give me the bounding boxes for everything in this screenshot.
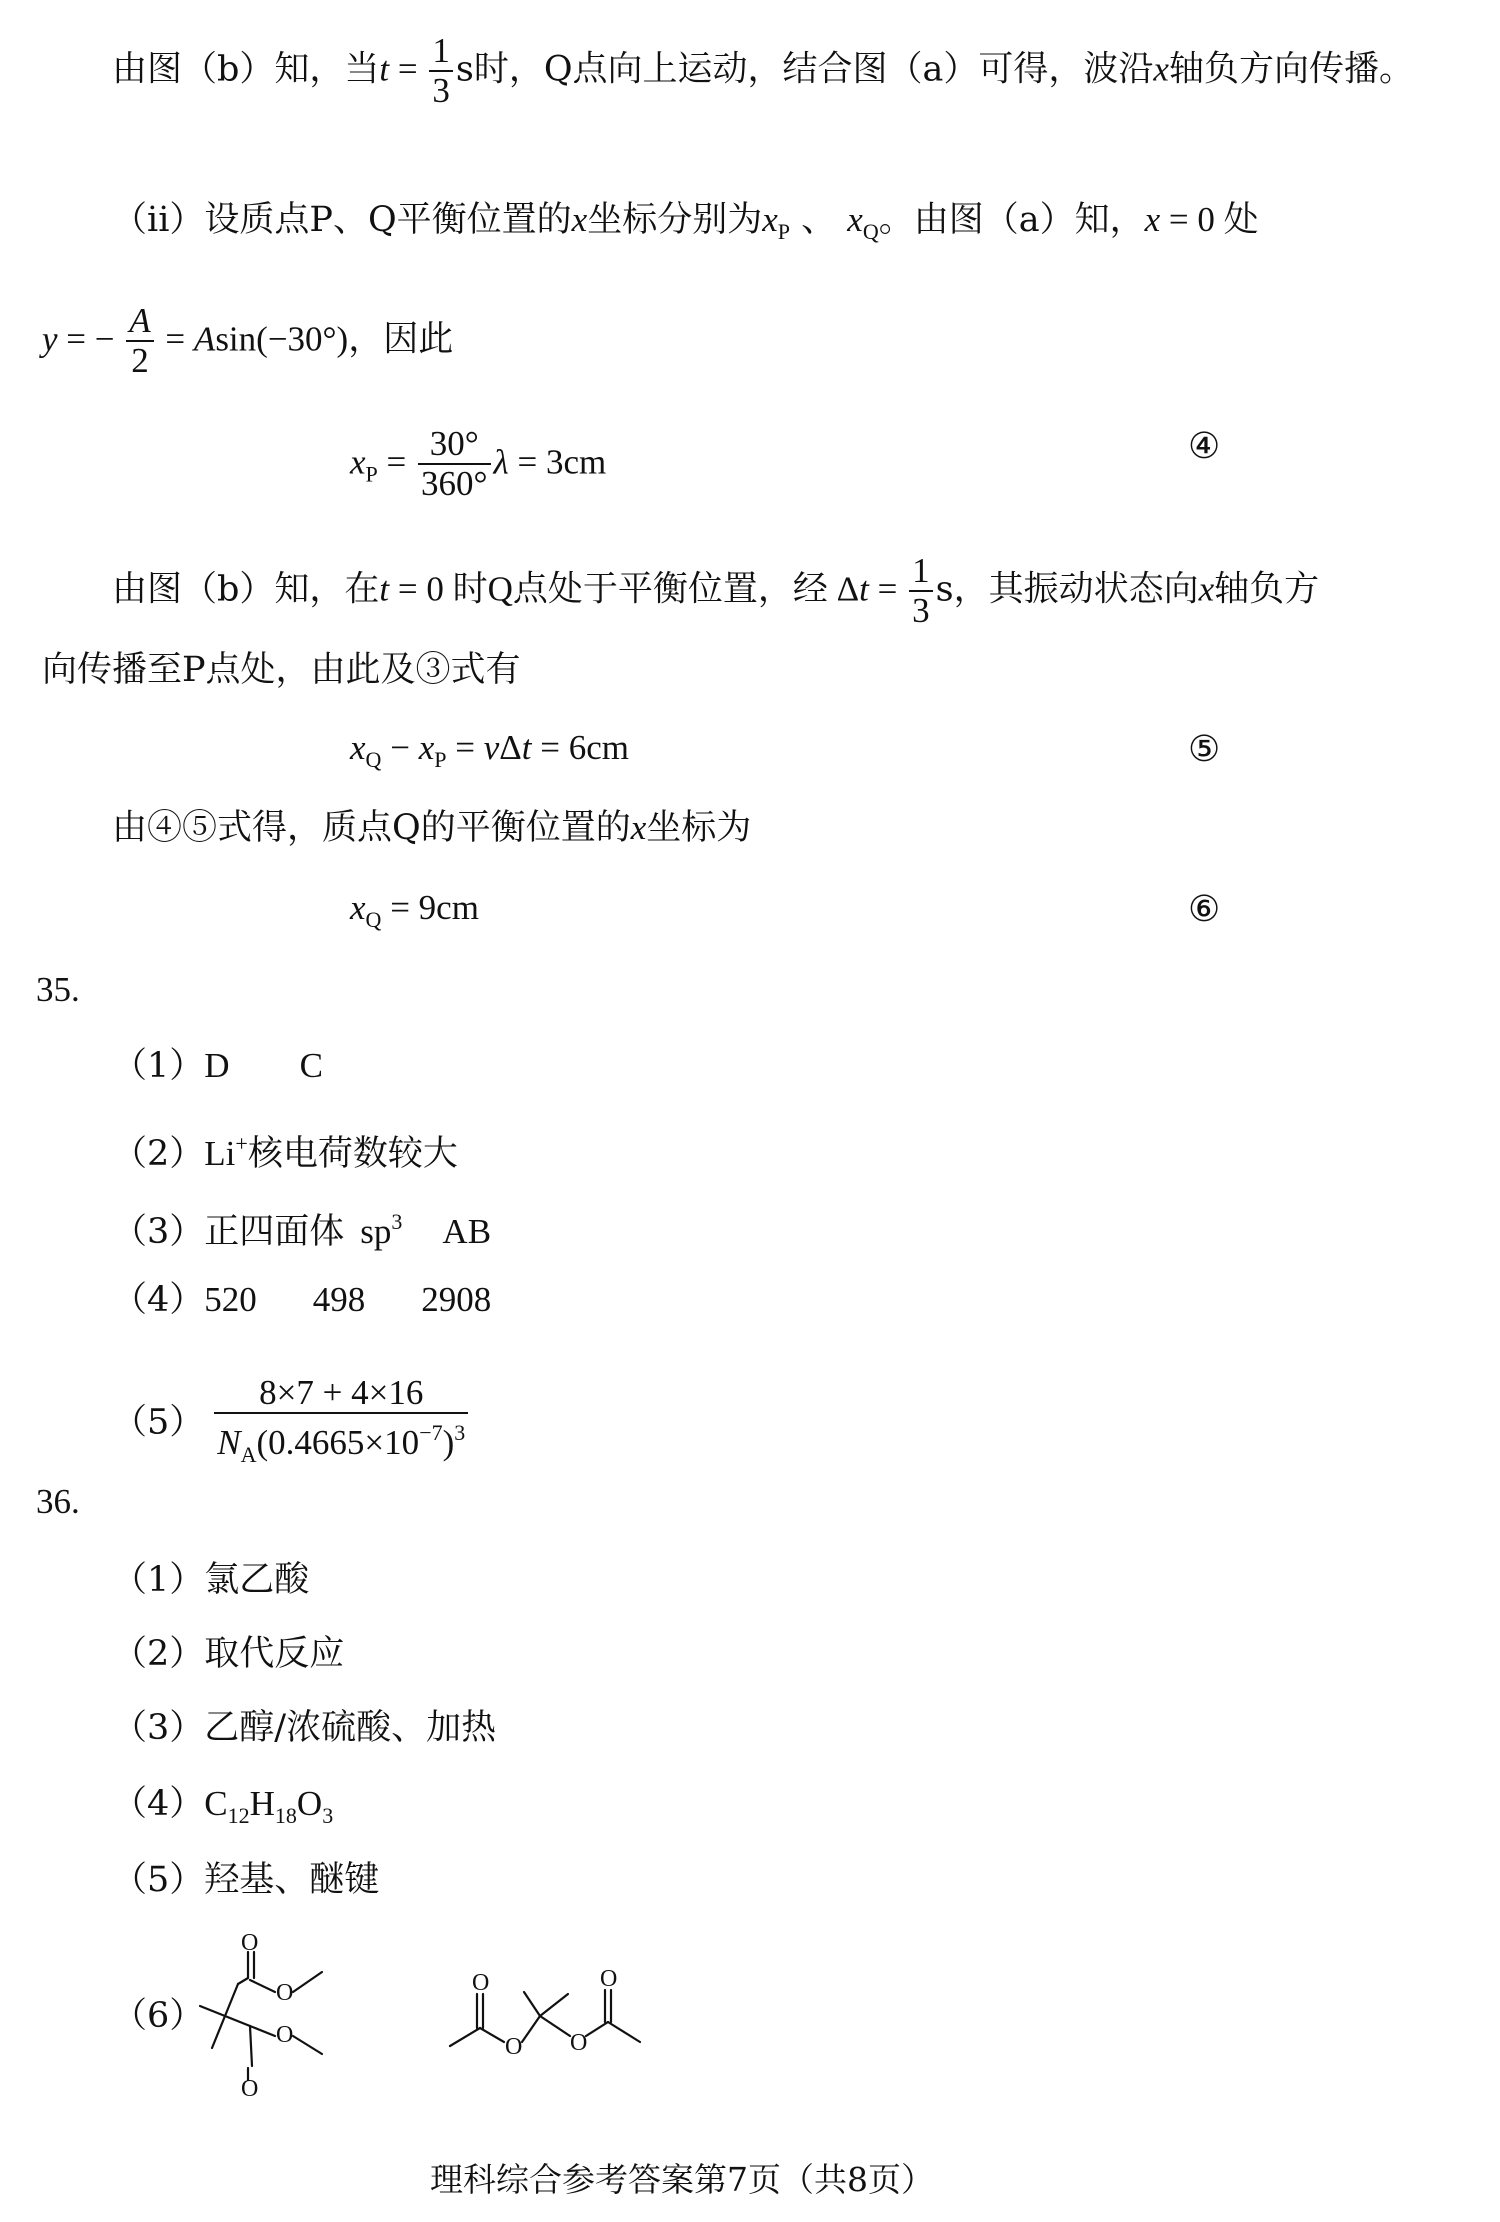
bond bbox=[524, 1992, 540, 2016]
equation-6: $x_Q = 9cm$ bbox=[350, 888, 479, 932]
bond bbox=[200, 2006, 225, 2016]
bond bbox=[293, 1972, 322, 1992]
q36-answer-2: （2）取代反应 bbox=[112, 1634, 345, 1674]
fraction-a-half: $\frac{A}{2}$ bbox=[126, 302, 153, 380]
bond bbox=[212, 2016, 225, 2048]
text: s时，Q点向上运动，结合图（a）可得，波沿 bbox=[455, 49, 1154, 90]
var-x: x bbox=[1153, 49, 1169, 89]
bond bbox=[450, 2028, 480, 2046]
q36-answer-4: $(4)C_{12}H_{18}O_3$ bbox=[112, 1784, 334, 1828]
q36-answer-6-label: （6） bbox=[112, 1996, 205, 2036]
q35-answer-3: （3）正四面体 $sp^3$ AB bbox=[112, 1209, 492, 1252]
bond bbox=[225, 2016, 250, 2026]
bond bbox=[250, 2026, 252, 2066]
delta-t-line: 由图（b）知，在t = 0 时Q点处于平衡位置，经 Δt = $\frac{1}{3}$ s，其振动状态向x轴负方 bbox=[112, 551, 1320, 630]
atom-o: O bbox=[241, 2076, 259, 2098]
question-number-36: 36. bbox=[36, 1482, 80, 1521]
q36-answer-1: （1）氯乙酸 bbox=[112, 1560, 310, 1600]
structure-1 bbox=[190, 1928, 360, 2098]
text: 由图（b）知，当 bbox=[112, 49, 380, 90]
bond bbox=[540, 2016, 570, 2036]
equation-tag-5: ⑤ bbox=[1188, 729, 1221, 770]
conclusion-line: 由④⑤式得，质点Q的平衡位置的x坐标为 bbox=[112, 808, 752, 848]
equation-tag-6: ⑥ bbox=[1188, 889, 1221, 930]
equals: = bbox=[389, 49, 427, 89]
equation-5: $x_Q - x_P = v\Delta t = 6cm$ bbox=[350, 728, 630, 772]
q35-answer-2: （2）Li+核电荷数较大 bbox=[112, 1131, 458, 1174]
bond bbox=[250, 1980, 275, 1992]
fraction-30-360: $\frac{30^\circ}{360^\circ}$ bbox=[418, 425, 491, 503]
bond bbox=[293, 2036, 322, 2054]
bond bbox=[250, 2026, 275, 2036]
q36-answer-5: （5）羟基、醚键 bbox=[112, 1860, 380, 1900]
bond bbox=[540, 1994, 568, 2016]
atom-o: O bbox=[570, 2030, 588, 2056]
q35-answer-4: （4）520 498 2908 bbox=[112, 1280, 492, 1320]
atom-o: O bbox=[276, 2022, 294, 2048]
var-t: t bbox=[379, 49, 390, 89]
text: 轴负方向传播。 bbox=[1168, 49, 1414, 90]
equation-tag-4: ④ bbox=[1188, 426, 1221, 467]
atom-o: O bbox=[505, 2034, 523, 2060]
density-fraction: $\frac{8\times 7 + 4\times 16}{N_A(0.4665\times 10^{-7})^3}$ bbox=[214, 1374, 468, 1474]
bond bbox=[225, 1984, 238, 2016]
structure-2 bbox=[440, 1946, 680, 2076]
page-footer: 理科综合参考答案第7页（共8页） bbox=[430, 2160, 934, 2199]
atom-o: O bbox=[472, 1970, 490, 1996]
atom-o: O bbox=[276, 1980, 294, 2006]
fraction-one-third: $\frac{1}{3}$ bbox=[909, 552, 933, 630]
wave-direction-line bbox=[112, 32, 1414, 110]
q35-answer-1: （1）D C bbox=[112, 1046, 323, 1086]
question-number-35: 35. bbox=[36, 970, 80, 1009]
q35-answer-5: （5） $\frac{8\times 7 + 4\times 16}{N_A(0.4665\times 10^{-7})^3}$ bbox=[112, 1374, 471, 1474]
y-equation-line: y = − $\frac{A}{2}$ = Asin(−30°)，因此 bbox=[42, 301, 454, 380]
atom-o: O bbox=[241, 1930, 259, 1956]
q36-answer-3: （3）乙醇/浓硫酸、加热 bbox=[112, 1708, 497, 1748]
bond bbox=[522, 2016, 540, 2042]
bond bbox=[480, 2028, 504, 2042]
equation-4: $x_P$ = $\frac{30^\circ}{360^\circ}$ λ = 3cm bbox=[350, 424, 607, 503]
propagation-line: 向传播至P点处，由此及③式有 bbox=[42, 650, 521, 690]
bond bbox=[608, 2022, 640, 2042]
fraction-one-third: $\frac{1}{3}$ bbox=[429, 32, 453, 110]
atom-o: O bbox=[600, 1966, 618, 1992]
bond bbox=[586, 2022, 608, 2036]
bond bbox=[238, 1978, 248, 1984]
part-ii-line: （ii）设质点P、Q平衡位置的x坐标分别为$x_P$ 、 $x_Q$。由图（a）知，x = 0 处 bbox=[112, 200, 1259, 244]
